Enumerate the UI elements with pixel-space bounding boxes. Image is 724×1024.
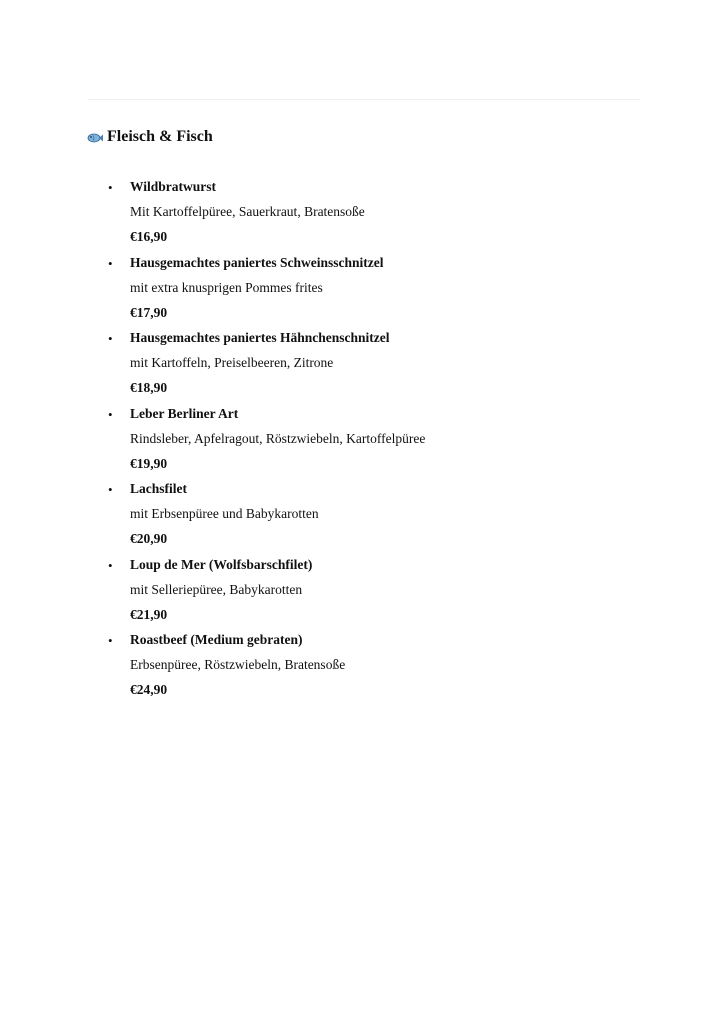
top-divider — [88, 99, 640, 100]
section-title: Fleisch & Fisch — [107, 128, 213, 145]
bullet: • — [108, 255, 113, 271]
dish-description: mit Kartoffeln, Preiselbeeren, Zitrone — [130, 355, 334, 370]
dish-description: Rindsleber, Apfelragout, Röstzwiebeln, Kartoffelpüree — [130, 430, 426, 446]
dish-price: €20,90 — [130, 531, 168, 546]
dish-description: mit extra knusprigen Pommes frites — [130, 279, 323, 295]
menu-item-haehnchenschnitzel — [0, 327, 425, 403]
fish-icon — [87, 131, 103, 143]
section-heading — [87, 128, 213, 146]
dish-price: €18,90 — [130, 380, 168, 395]
dish-name: Wildbratwurst — [130, 179, 217, 194]
bullet: • — [108, 331, 113, 346]
menu-list — [0, 176, 425, 705]
dish-price: €24,90 — [130, 682, 168, 697]
menu-item-lachsfilet — [0, 478, 425, 554]
dish-description: mit Erbsenpüree und Babykarotten — [130, 506, 319, 521]
dish-name: Lachsfilet — [130, 481, 187, 496]
menu-item-wildbratwurst — [0, 176, 425, 252]
menu-item-schweinsschnitzel — [0, 252, 425, 328]
dish-description: mit Selleriepüree, Babykarotten — [130, 581, 303, 597]
dish-price: €16,90 — [130, 229, 168, 244]
dish-price: €17,90 — [130, 304, 168, 320]
dish-name: Hausgemachtes paniertes Schweinsschnitzel — [130, 254, 384, 270]
dish-price: €21,90 — [130, 606, 168, 622]
bullet: • — [108, 633, 113, 648]
menu-item-leber-berliner-art — [0, 403, 425, 479]
menu-item-loup-de-mer — [0, 554, 425, 630]
dish-description: Mit Kartoffelpüree, Sauerkraut, Bratensoße — [130, 204, 365, 219]
bullet: • — [108, 482, 113, 497]
dish-name: Hausgemachtes paniertes Hähnchenschnitzel — [130, 330, 390, 345]
bullet: • — [108, 180, 113, 195]
dish-description: Erbsenpüree, Röstzwiebeln, Bratensoße — [130, 657, 346, 672]
dish-name: Roastbeef (Medium gebraten) — [130, 632, 303, 647]
bullet: • — [108, 557, 113, 573]
dish-price: €19,90 — [130, 455, 168, 471]
dish-name: Loup de Mer (Wolfsbarschfilet) — [130, 556, 313, 572]
dish-name: Leber Berliner Art — [130, 405, 239, 421]
menu-item-roastbeef — [0, 629, 425, 705]
bullet: • — [108, 406, 113, 422]
